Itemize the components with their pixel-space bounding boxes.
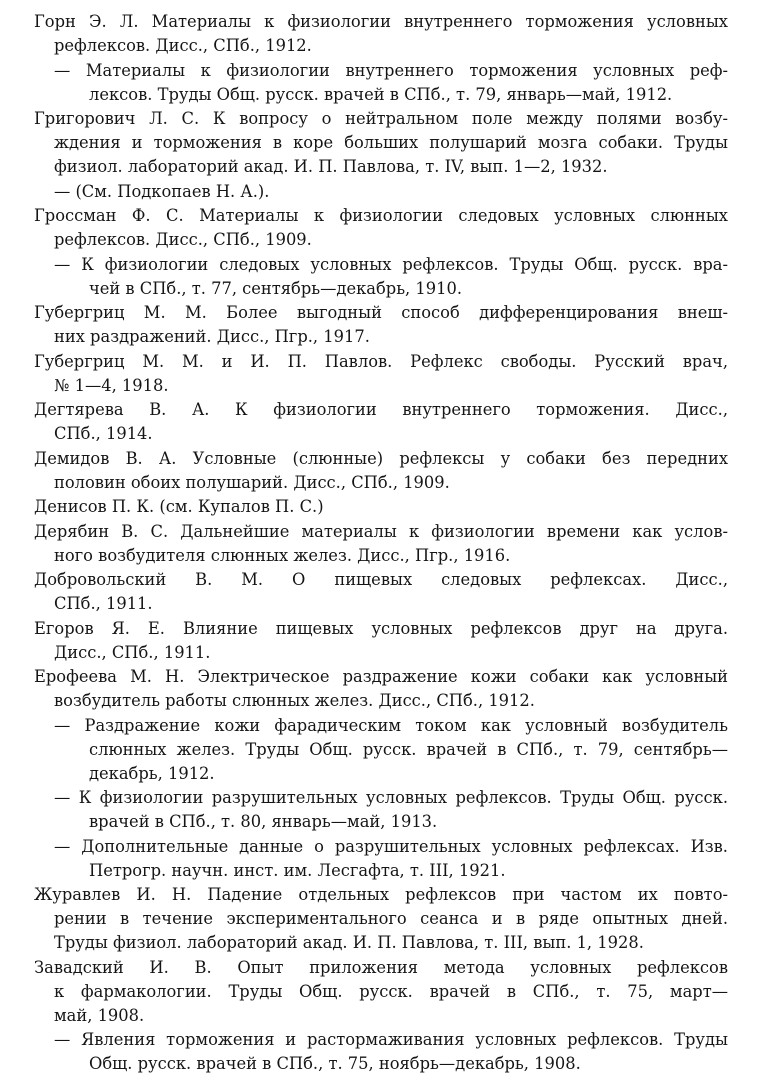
entry-continuation-line: половин обоих полушарий. Дисс., СПб., 1909. bbox=[54, 472, 450, 492]
entry-continuation-line: рефлексов. Дисс., СПб., 1912. bbox=[54, 36, 312, 55]
entry-first-line: — Явления торможения и растормаживания условных рефлексов. Труды bbox=[54, 1030, 728, 1049]
entry-first-line: — Материалы к физиологии внутреннего торможения условных реф- bbox=[54, 60, 728, 80]
entry-first-line: Денисов П. К. (см. Купалов П. С.) bbox=[34, 497, 324, 516]
entry-continuation-line: ного возбудителя слюнных желез. Дисс., Пгр., 1916. bbox=[54, 545, 511, 565]
bibliography-entry bbox=[34, 786, 728, 834]
entry-first-line: Губергриц М. М. и И. П. Павлов. Рефлекс свободы. Русский врач, bbox=[34, 351, 728, 371]
entry-continuation-line: май, 1908. bbox=[54, 1005, 145, 1025]
entry-continuation-line: них раздражений. Дисс., Пгр., 1917. bbox=[54, 327, 370, 346]
entry-continuation-line: Дисс., СПб., 1911. bbox=[54, 642, 211, 662]
entry-continuation-line: лексов. Труды Общ. русск. врачей в СПб., т. 79, январь—май, 1912. bbox=[89, 84, 673, 104]
bibliography-entry bbox=[34, 253, 728, 301]
entry-continuation-line: № 1—4, 1918. bbox=[54, 375, 169, 395]
bibliography-entry bbox=[34, 398, 728, 446]
entry-first-line: Дегтярева В. А. К физиологии внутреннего торможения. Дисс., bbox=[34, 400, 728, 419]
bibliography-entry bbox=[34, 59, 728, 107]
bibliography-entry bbox=[34, 1028, 728, 1076]
entry-first-line: Горн Э. Л. Материалы к физиологии внутреннего торможения условных bbox=[34, 12, 728, 31]
entry-continuation-line: Общ. русск. врачей в СПб., т. 75, ноябрь—декабрь, 1908. bbox=[89, 1054, 581, 1073]
bibliography-entry bbox=[34, 714, 728, 786]
entry-continuation-line: СПб., 1914. bbox=[54, 424, 153, 443]
entry-first-line: Добровольский В. М. О пищевых следовых рефлексах. Дисс., bbox=[34, 570, 728, 589]
entry-first-line: Журавлев И. Н. Падение отдельных рефлексов при частом их повто- bbox=[34, 885, 728, 904]
entry-first-line: Гроссман Ф. С. Материалы к физиологии следовых условных слюнных bbox=[34, 206, 728, 225]
entry-continuation-line: рении в течение экспериментального сеанса и в ряде опытных дней. bbox=[54, 909, 728, 928]
entry-first-line: Дерябин В. С. Дальнейшие материалы к физиологии времени как услов- bbox=[34, 521, 728, 541]
entry-first-line: Завадский И. В. Опыт приложения метода условных рефлексов bbox=[34, 957, 728, 977]
bibliography-entry bbox=[34, 665, 728, 713]
bibliography-entry bbox=[34, 204, 728, 252]
entry-continuation-line: слюнных желез. Труды Общ. русск. врачей в СПб., т. 79, сентябрь— bbox=[89, 739, 728, 759]
bibliography-entry bbox=[34, 520, 728, 568]
entry-continuation-line: Труды физиол. лабораторий акад. И. П. Павлова, т. III, вып. 1, 1928. bbox=[54, 933, 644, 952]
entry-continuation-line: рефлексов. Дисс., СПб., 1909. bbox=[54, 230, 312, 249]
entry-first-line: Губергриц М. М. Более выгодный способ дифференцирования внеш- bbox=[34, 303, 728, 322]
entry-first-line: — Дополнительные данные о разрушительных условных рефлексах. Изв. bbox=[54, 836, 728, 856]
entry-first-line: — Раздражение кожи фарадическим током как условный возбудитель bbox=[54, 715, 728, 735]
bibliography-entry bbox=[34, 447, 728, 495]
bibliography-entry bbox=[34, 10, 728, 58]
entry-first-line: Григорович Л. С. К вопросу о нейтральном поле между полями возбу- bbox=[34, 109, 728, 128]
entry-continuation-line: Петрогр. научн. инст. им. Лесгафта, т. III, 1921. bbox=[89, 860, 506, 880]
bibliography-entry bbox=[34, 301, 728, 349]
bibliography-entry bbox=[34, 568, 728, 616]
entry-continuation-line: физиол. лабораторий акад. И. П. Павлова, т. IV, вып. 1—2, 1932. bbox=[54, 157, 608, 176]
bibliography-entry bbox=[34, 107, 728, 179]
entry-continuation-line: к фармакологии. Труды Общ. русск. врачей в СПб., т. 75, март— bbox=[54, 981, 728, 1001]
entry-first-line: Ерофеева М. Н. Электрическое раздражение кожи собаки как условный bbox=[34, 667, 728, 686]
entry-continuation-line: возбудитель работы слюнных желез. Дисс., СПб., 1912. bbox=[54, 691, 535, 710]
entry-first-line: Демидов В. А. Условные (слюнные) рефлексы у собаки без передних bbox=[34, 448, 728, 468]
entry-continuation-line: врачей в СПб., т. 80, январь—май, 1913. bbox=[89, 812, 438, 831]
bibliography-entry bbox=[34, 495, 728, 519]
entry-first-line: Егоров Я. Е. Влияние пищевых условных рефлексов друг на друга. bbox=[34, 618, 728, 638]
bibliography-entry bbox=[34, 835, 728, 883]
entry-first-line: — (См. Подкопаев Н. А.). bbox=[54, 181, 270, 201]
bibliography-entry bbox=[34, 350, 728, 398]
bibliography-entry bbox=[34, 956, 728, 1028]
entry-first-line: — К физиологии разрушительных условных рефлексов. Труды Общ. русск. bbox=[54, 788, 728, 807]
bibliography-entry bbox=[34, 883, 728, 955]
entry-continuation-line: чей в СПб., т. 77, сентябрь—декабрь, 1910. bbox=[89, 278, 463, 298]
bibliography-entry bbox=[34, 617, 728, 665]
bibliography-entry bbox=[34, 180, 728, 204]
entry-continuation-line: ждения и торможения в коре больших полушарий мозга собаки. Труды bbox=[54, 133, 728, 152]
entry-continuation-line: СПб., 1911. bbox=[54, 594, 153, 613]
entry-first-line: — К физиологии следовых условных рефлексов. Труды Общ. русск. вра- bbox=[54, 254, 728, 274]
entry-continuation-line: декабрь, 1912. bbox=[89, 763, 215, 783]
